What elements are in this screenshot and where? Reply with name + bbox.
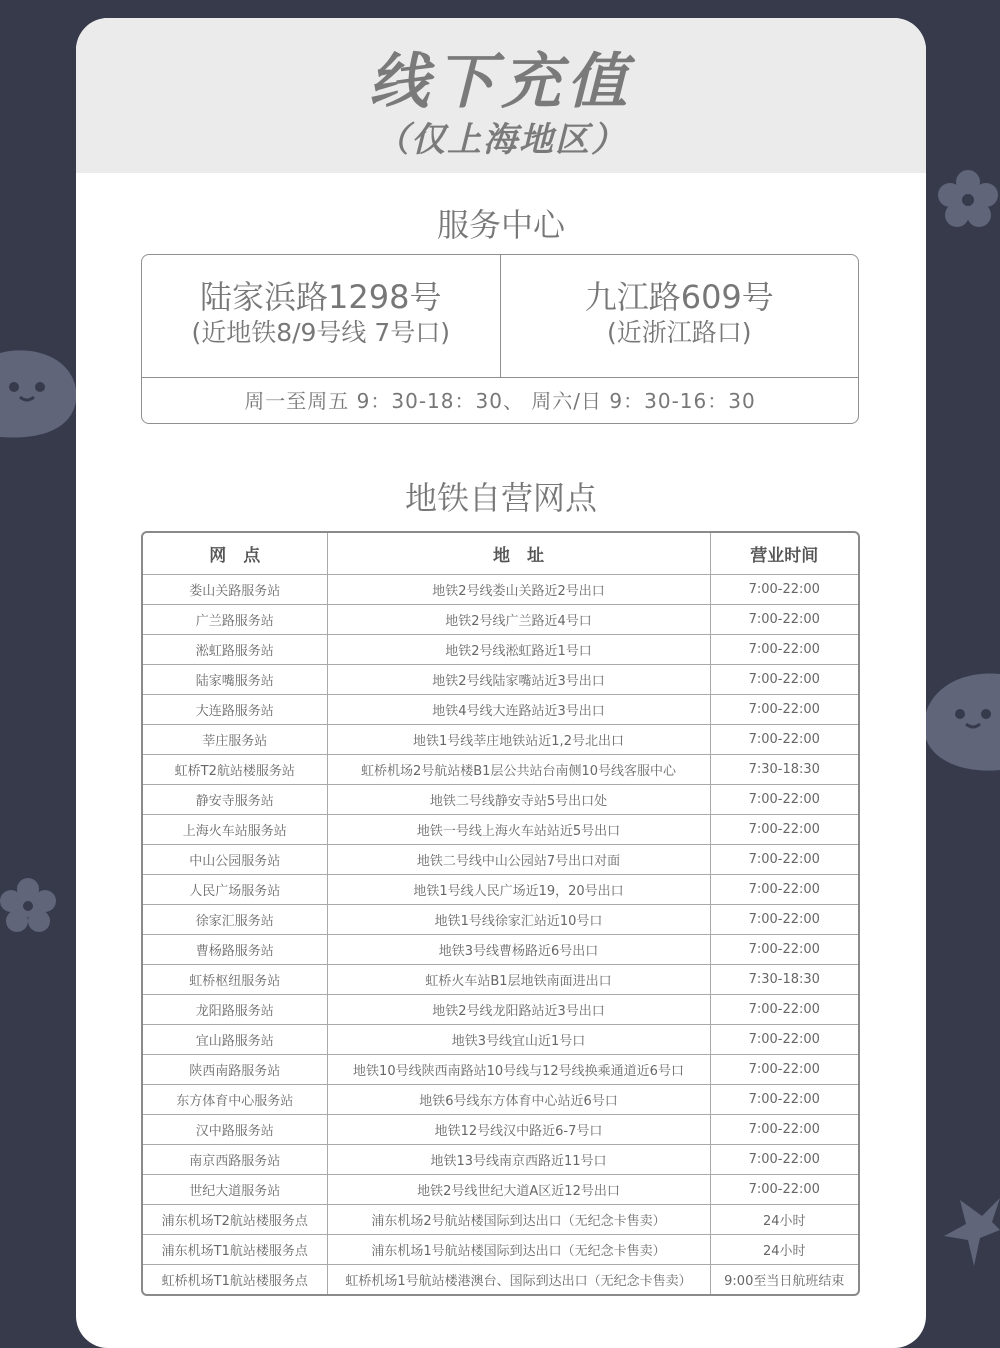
outlet-name-cell: 虹桥枢纽服务站 bbox=[143, 965, 327, 995]
hours-cell: 7:00-22:00 bbox=[710, 665, 858, 695]
metro-outlets-title: 地铁自营网点 bbox=[404, 479, 597, 517]
star-icon bbox=[940, 1190, 1000, 1270]
address-cell: 地铁4号线大连路站近3号出口 bbox=[327, 695, 710, 725]
outlet-name-cell: 陕西南路服务站 bbox=[143, 1055, 327, 1085]
outlet-name-cell: 大连路服务站 bbox=[143, 695, 327, 725]
blob-face-icon bbox=[0, 345, 80, 441]
table-row bbox=[143, 1235, 858, 1265]
service-center-location bbox=[500, 255, 859, 377]
column-header-address: 地 址 bbox=[327, 533, 710, 575]
address-cell: 地铁13号线南京西路近11号口 bbox=[327, 1145, 710, 1175]
location-note: (近地铁8/9号线 7号口) bbox=[191, 318, 451, 347]
hours-cell: 7:30-18:30 bbox=[710, 755, 858, 785]
table-row bbox=[143, 905, 858, 935]
table-row bbox=[143, 965, 858, 995]
blob-face-icon bbox=[920, 670, 1000, 774]
table-row bbox=[143, 845, 858, 875]
hours-cell: 9:00至当日航班结束 bbox=[710, 1265, 858, 1295]
address-cell: 地铁2号线广兰路近4号口 bbox=[327, 605, 710, 635]
address-cell: 地铁1号线徐家汇站近10号口 bbox=[327, 905, 710, 935]
address-cell: 地铁2号线娄山关路近2号出口 bbox=[327, 575, 710, 605]
hours-cell: 7:30-18:30 bbox=[710, 965, 858, 995]
metro-outlets-table bbox=[141, 531, 860, 1296]
outlet-name-cell: 莘庄服务站 bbox=[143, 725, 327, 755]
table-row bbox=[143, 605, 858, 635]
address-cell: 地铁1号线人民广场近19，20号出口 bbox=[327, 875, 710, 905]
address-cell: 虹桥机场2号航站楼B1层公共站台南侧10号线客服中心 bbox=[327, 755, 710, 785]
location-name: 九江路609号 bbox=[584, 278, 774, 316]
table-row bbox=[143, 1085, 858, 1115]
table-row bbox=[143, 755, 858, 785]
flower-icon bbox=[0, 876, 60, 936]
hours-cell: 24小时 bbox=[710, 1235, 858, 1265]
hours-cell: 7:00-22:00 bbox=[710, 1145, 858, 1175]
outlet-name-cell: 静安寺服务站 bbox=[143, 785, 327, 815]
address-cell: 地铁二号线静安寺站5号出口处 bbox=[327, 785, 710, 815]
card-header bbox=[76, 18, 926, 173]
address-cell: 地铁10号线陕西南路站10号线与12号线换乘通道近6号口 bbox=[327, 1055, 710, 1085]
outlet-name-cell: 宜山路服务站 bbox=[143, 1025, 327, 1055]
table-row bbox=[143, 665, 858, 695]
hours-cell: 7:00-22:00 bbox=[710, 1085, 858, 1115]
hours-cell: 7:00-22:00 bbox=[710, 695, 858, 725]
hours-cell: 7:00-22:00 bbox=[710, 1175, 858, 1205]
address-cell: 地铁二号线中山公园站7号出口对面 bbox=[327, 845, 710, 875]
page-title: 线下充值 bbox=[369, 47, 633, 117]
table-row bbox=[143, 725, 858, 755]
address-cell: 地铁2号线世纪大道A区近12号出口 bbox=[327, 1175, 710, 1205]
outlet-name-cell: 浦东机场T2航站楼服务点 bbox=[143, 1205, 327, 1235]
hours-cell: 7:00-22:00 bbox=[710, 605, 858, 635]
table-row bbox=[143, 815, 858, 845]
table-row bbox=[143, 995, 858, 1025]
table-row bbox=[143, 1145, 858, 1175]
outlet-name-cell: 人民广场服务站 bbox=[143, 875, 327, 905]
flower-icon bbox=[936, 168, 1000, 230]
address-cell: 地铁1号线莘庄地铁站近1,2号北出口 bbox=[327, 725, 710, 755]
address-cell: 地铁2号线龙阳路站近3号出口 bbox=[327, 995, 710, 1025]
address-cell: 地铁3号线曹杨路近6号出口 bbox=[327, 935, 710, 965]
outlet-name-cell: 曹杨路服务站 bbox=[143, 935, 327, 965]
service-center-location bbox=[142, 255, 500, 377]
column-header-outlet: 网 点 bbox=[143, 533, 327, 575]
hours-cell: 7:00-22:00 bbox=[710, 875, 858, 905]
outlet-name-cell: 徐家汇服务站 bbox=[143, 905, 327, 935]
outlet-name-cell: 陆家嘴服务站 bbox=[143, 665, 327, 695]
hours-cell: 24小时 bbox=[710, 1205, 858, 1235]
table-row bbox=[143, 1115, 858, 1145]
table-row bbox=[143, 1265, 858, 1295]
table-row bbox=[143, 695, 858, 725]
hours-cell: 7:00-22:00 bbox=[710, 575, 858, 605]
table-header-row bbox=[143, 533, 858, 575]
service-center-title: 服务中心 bbox=[436, 206, 565, 244]
hours-cell: 7:00-22:00 bbox=[710, 845, 858, 875]
hours-cell: 7:00-22:00 bbox=[710, 1055, 858, 1085]
column-header-hours: 营业时间 bbox=[710, 533, 858, 575]
address-cell: 地铁一号线上海火车站站近5号出口 bbox=[327, 815, 710, 845]
recharge-card bbox=[76, 18, 926, 1348]
table-row bbox=[143, 1205, 858, 1235]
outlet-name-cell: 中山公园服务站 bbox=[143, 845, 327, 875]
table-row bbox=[143, 635, 858, 665]
outlet-name-cell: 浦东机场T1航站楼服务点 bbox=[143, 1235, 327, 1265]
address-cell: 地铁2号线陆家嘴站近3号出口 bbox=[327, 665, 710, 695]
address-cell: 浦东机场1号航站楼国际到达出口（无纪念卡售卖） bbox=[327, 1235, 710, 1265]
outlet-name-cell: 虹桥机场T1航站楼服务点 bbox=[143, 1265, 327, 1295]
outlet-name-cell: 虹桥T2航站楼服务站 bbox=[143, 755, 327, 785]
outlet-name-cell: 汉中路服务站 bbox=[143, 1115, 327, 1145]
hours-cell: 7:00-22:00 bbox=[710, 905, 858, 935]
service-center-hours: 周一至周五 9：30-18：30、 周六/日 9：30-16：30 bbox=[244, 389, 756, 413]
outlet-name-cell: 龙阳路服务站 bbox=[143, 995, 327, 1025]
address-cell: 地铁12号线汉中路近6-7号口 bbox=[327, 1115, 710, 1145]
page-subtitle: （仅上海地区） bbox=[375, 120, 627, 160]
outlet-name-cell: 淞虹路服务站 bbox=[143, 635, 327, 665]
address-cell: 浦东机场2号航站楼国际到达出口（无纪念卡售卖） bbox=[327, 1205, 710, 1235]
table-row bbox=[143, 1175, 858, 1205]
location-note: (近浙江路口) bbox=[606, 318, 752, 347]
address-cell: 虹桥火车站B1层地铁南面进出口 bbox=[327, 965, 710, 995]
outlet-name-cell: 东方体育中心服务站 bbox=[143, 1085, 327, 1115]
hours-cell: 7:00-22:00 bbox=[710, 995, 858, 1025]
address-cell: 地铁3号线宜山近1号口 bbox=[327, 1025, 710, 1055]
hours-cell: 7:00-22:00 bbox=[710, 635, 858, 665]
hours-cell: 7:00-22:00 bbox=[710, 1025, 858, 1055]
hours-cell: 7:00-22:00 bbox=[710, 1115, 858, 1145]
address-cell: 地铁6号线东方体育中心站近6号口 bbox=[327, 1085, 710, 1115]
hours-cell: 7:00-22:00 bbox=[710, 935, 858, 965]
hours-cell: 7:00-22:00 bbox=[710, 785, 858, 815]
table-row bbox=[143, 935, 858, 965]
outlet-name-cell: 南京西路服务站 bbox=[143, 1145, 327, 1175]
hours-cell: 7:00-22:00 bbox=[710, 725, 858, 755]
location-name: 陆家浜路1298号 bbox=[200, 278, 442, 316]
hours-cell: 7:00-22:00 bbox=[710, 815, 858, 845]
outlet-name-cell: 世纪大道服务站 bbox=[143, 1175, 327, 1205]
table-row bbox=[143, 1055, 858, 1085]
table-row bbox=[143, 575, 858, 605]
service-center-locations bbox=[142, 255, 858, 378]
table-row bbox=[143, 785, 858, 815]
address-cell: 地铁2号线淞虹路近1号口 bbox=[327, 635, 710, 665]
table-row bbox=[143, 875, 858, 905]
service-center-box bbox=[141, 254, 859, 424]
table-row bbox=[143, 1025, 858, 1055]
outlet-name-cell: 广兰路服务站 bbox=[143, 605, 327, 635]
address-cell: 虹桥机场1号航站楼港澳台、国际到达出口（无纪念卡售卖） bbox=[327, 1265, 710, 1295]
outlet-name-cell: 娄山关路服务站 bbox=[143, 575, 327, 605]
outlet-name-cell: 上海火车站服务站 bbox=[143, 815, 327, 845]
